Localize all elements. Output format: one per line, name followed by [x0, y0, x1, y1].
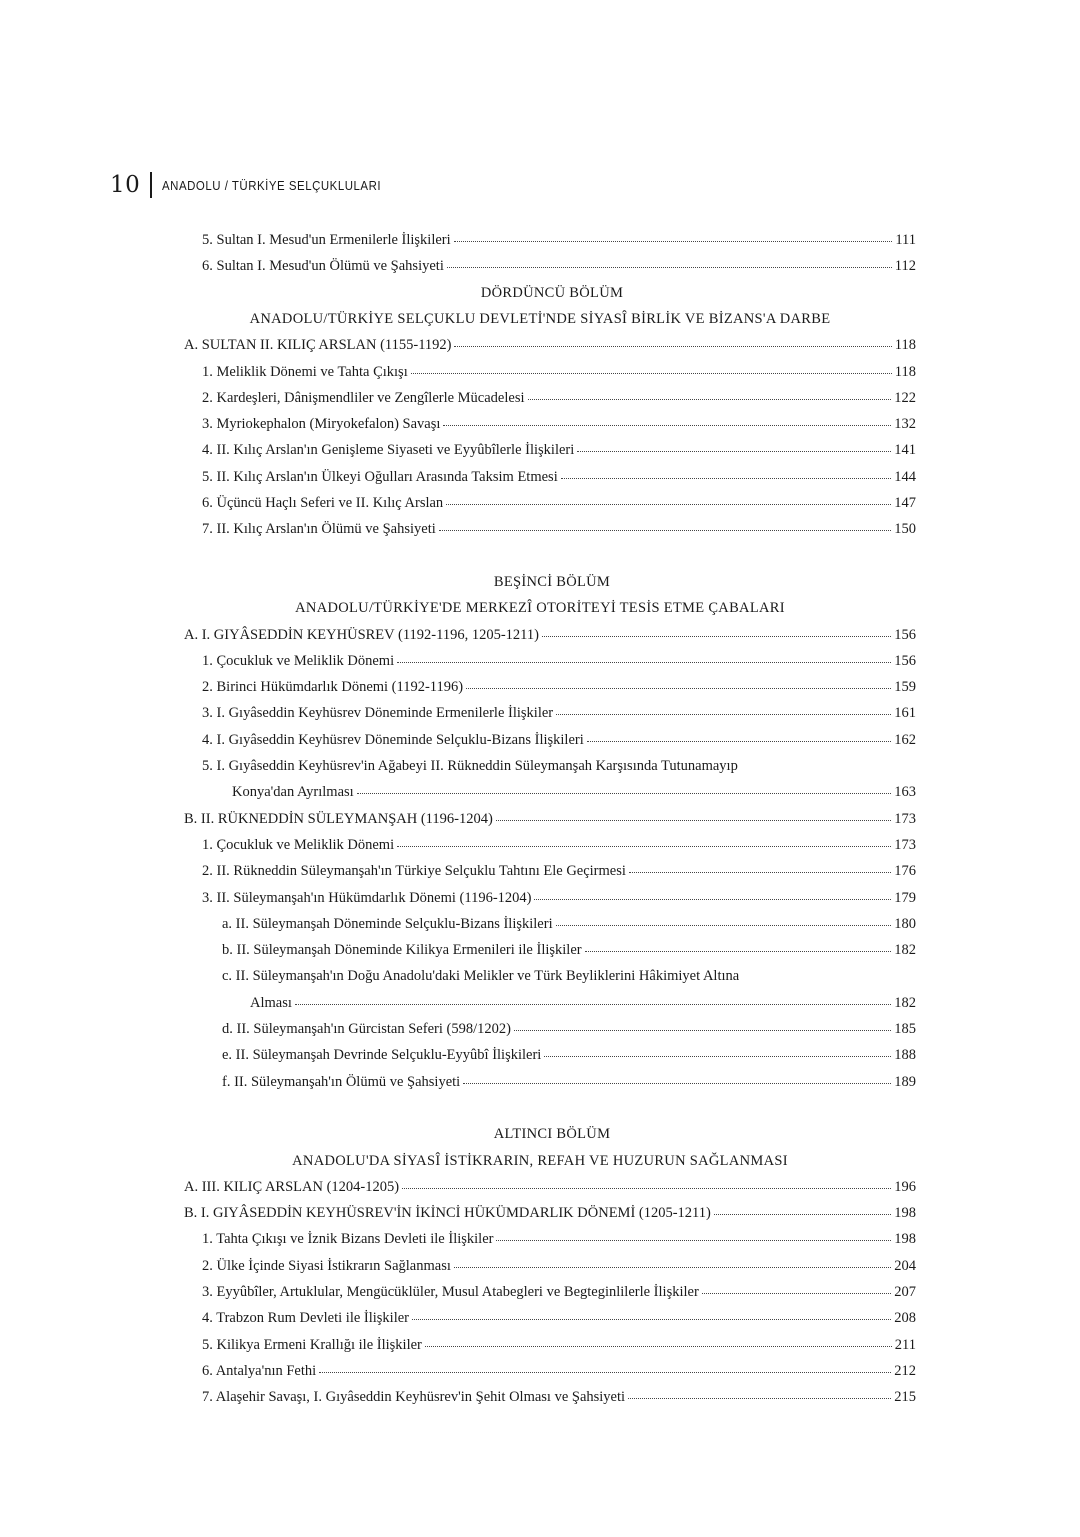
toc-entry[interactable] [184, 1205, 916, 1222]
toc-entry[interactable] [202, 653, 916, 670]
toc-entry[interactable] [222, 1021, 916, 1038]
toc-page-number: 208 [894, 1310, 916, 1327]
toc-entry[interactable] [202, 232, 916, 249]
toc-page-number: 173 [894, 836, 916, 853]
toc-entry-title: 7. Alaşehir Savaşı, I. Gıyâseddin Keyhüsrev'in Şehit Olması ve Şahsiyeti [202, 1389, 626, 1406]
dot-leader [412, 1318, 891, 1320]
toc-entry[interactable] [202, 416, 916, 433]
toc-entry-title: 6. Üçüncü Haçlı Seferi ve II. Kılıç Arslan [202, 495, 444, 511]
toc-page-number: 163 [894, 784, 916, 801]
toc-entry[interactable] [202, 890, 916, 907]
toc-entry-title: b. II. Süleymanşah Döneminde Kilikya Ermenileri ile İlişkiler [222, 942, 582, 959]
dot-leader [454, 345, 891, 347]
chapter-title: ANADOLU/TÜRKİYE'DE MERKEZÎ OTORİTEYİ TESİS ETME ÇABALARI [295, 600, 785, 617]
toc-entry[interactable] [202, 705, 916, 722]
toc-entry-title: A. III. KILIÇ ARSLAN (1204-1205) [184, 1178, 400, 1195]
dot-leader [295, 1003, 891, 1005]
toc-page-number: 118 [894, 363, 916, 380]
chapter-title: ANADOLU'DA SİYASÎ İSTİKRARIN, REFAH VE HUZURUN SAĞLANMASI [292, 1152, 788, 1169]
toc-page-number: 122 [894, 389, 916, 406]
chapter-label: DÖRDÜNCÜ BÖLÜM [480, 284, 624, 301]
toc-page-number: 111 [895, 232, 916, 248]
toc-entry[interactable] [202, 1258, 916, 1275]
toc-entry-title: A. I. GIYÂSEDDİN KEYHÜSREV (1192-1196, 1205-1211) [184, 626, 539, 643]
dot-leader [587, 740, 891, 742]
toc-page-number: 207 [894, 1284, 916, 1300]
toc-entry-title: 6. Antalya'nın Fethi [202, 1362, 317, 1379]
dot-leader [628, 1397, 891, 1399]
toc-entry-title: 2. Birinci Hükümdarlık Dönemi (1192-1196) [202, 679, 464, 696]
chapter-title: ANADOLU/TÜRKİYE SELÇUKLU DEVLETİ'NDE SİYASÎ BİRLİK VE BİZANS'A DARBE [249, 310, 831, 327]
toc-entry-title: 5. I. Gıyâseddin Keyhüsrev'in Ağabeyi II. Rükneddin Süleymanşah Karşısında Tutunamayıp [202, 758, 738, 774]
toc-entry[interactable] [202, 390, 916, 407]
dot-leader [629, 871, 891, 873]
dot-leader [446, 503, 891, 505]
dot-leader [411, 372, 892, 374]
toc-page-number: 141 [894, 442, 916, 459]
page-header [110, 172, 411, 198]
toc-page-number: 211 [894, 1336, 916, 1353]
toc-entry-title: 1. Çocukluk ve Meliklik Dönemi [202, 836, 395, 853]
toc-entry[interactable] [202, 679, 916, 696]
toc-entry-title: 3. I. Gıyâseddin Keyhüsrev Döneminde Ermenilerle İlişkiler [202, 705, 554, 722]
toc-entry[interactable] [202, 837, 916, 854]
toc-entry[interactable] [232, 784, 916, 801]
toc-entry[interactable] [222, 942, 916, 959]
page-number: 10 [110, 172, 141, 198]
toc-entry[interactable] [184, 1179, 916, 1196]
dot-leader [528, 398, 892, 400]
toc-entry[interactable] [202, 442, 916, 459]
dot-leader [514, 1029, 891, 1031]
dot-leader [702, 1292, 891, 1294]
toc-entry-title: B. II. RÜKNEDDİN SÜLEYMANŞAH (1196-1204) [184, 810, 493, 827]
toc-entry[interactable] [202, 495, 916, 512]
toc-entry-title: B. I. GIYÂSEDDİN KEYHÜSREV'İN İKİNCİ HÜKÜMDARLIK DÖNEMİ (1205-1211) [184, 1205, 711, 1222]
dot-leader [585, 950, 892, 952]
dot-leader [556, 713, 891, 715]
toc-entry-title: Konya'dan Ayrılması [232, 784, 354, 801]
toc-page-number: 147 [894, 495, 916, 511]
toc-page-number: 215 [894, 1389, 916, 1406]
toc-entry[interactable] [202, 1337, 916, 1354]
dot-leader [397, 661, 891, 663]
toc-entry-title: 2. Ülke İçinde Siyasi İstikrarın Sağlanması [202, 1257, 451, 1274]
toc-page-number: 196 [894, 1178, 916, 1195]
dot-leader [556, 924, 892, 926]
toc-page-number: 156 [894, 652, 916, 669]
toc-entry-title: 5. Sultan I. Mesud'un Ermenilerle İlişkileri [202, 232, 451, 248]
toc-page-number: 185 [894, 1021, 916, 1037]
toc-page-number: 118 [894, 337, 916, 354]
toc-entry[interactable] [202, 258, 916, 275]
toc-entry[interactable] [222, 1074, 916, 1091]
dot-leader [454, 240, 893, 242]
toc-page-number: 212 [894, 1362, 916, 1379]
toc-entry[interactable] [202, 364, 916, 381]
toc-page-number: 173 [894, 810, 916, 827]
toc-entry-title: 1. Meliklik Dönemi ve Tahta Çıkışı [202, 363, 408, 380]
toc-page-number: 176 [894, 863, 916, 880]
toc-entry[interactable] [222, 1047, 916, 1064]
toc-entry-title: 1. Çocukluk ve Meliklik Dönemi [202, 652, 395, 669]
dot-leader [542, 635, 891, 637]
toc-page-number: 180 [894, 915, 916, 932]
toc-page-number: 159 [894, 679, 916, 696]
toc-entry-title: 6. Sultan I. Mesud'un Ölümü ve Şahsiyeti [202, 258, 444, 275]
toc-entry-title: 5. Kilikya Ermeni Krallığı ile İlişkiler [202, 1336, 422, 1353]
dot-leader [454, 1266, 891, 1268]
toc-page-number: 150 [894, 521, 916, 538]
toc-page-number: 156 [894, 626, 916, 643]
toc-entry-title: 3. II. Süleymanşah'ın Hükümdarlık Dönemi (1196-1204) [202, 889, 532, 906]
toc-entry[interactable] [184, 337, 916, 354]
toc-entry-title: f. II. Süleymanşah'ın Ölümü ve Şahsiyeti [222, 1073, 461, 1090]
toc-entry[interactable] [202, 521, 916, 538]
toc-entry[interactable] [202, 469, 916, 486]
toc-page-number: 204 [894, 1257, 916, 1274]
toc-page-number: 189 [894, 1073, 916, 1090]
toc-entry-title: 4. I. Gıyâseddin Keyhüsrev Döneminde Selçuklu-Bizans İlişkileri [202, 731, 584, 748]
toc-entry-title: a. II. Süleymanşah Döneminde Selçuklu-Bizans İlişkileri [222, 915, 553, 932]
toc-entry[interactable] [250, 995, 916, 1012]
dot-leader [577, 450, 891, 452]
dot-leader [561, 477, 892, 479]
toc-page-number: 179 [894, 889, 916, 906]
toc-page-number: 144 [894, 468, 916, 485]
toc-entry[interactable] [202, 1231, 916, 1248]
dot-leader [443, 424, 891, 426]
toc-page-number: 198 [894, 1231, 916, 1248]
toc-entry[interactable] [202, 1310, 916, 1327]
toc-entry[interactable] [202, 732, 916, 749]
toc-page-number: 182 [894, 994, 916, 1011]
dot-leader [439, 529, 891, 531]
toc-entry-title: 5. II. Kılıç Arslan'ın Ülkeyi Oğulları Arasında Taksim Etmesi [202, 468, 558, 485]
toc-entry-title: Alması [250, 994, 292, 1011]
dot-leader [447, 266, 892, 268]
toc-entry-title: d. II. Süleymanşah'ın Gürcistan Seferi (598/1202) [222, 1021, 511, 1037]
toc-entry-title: 4. Trabzon Rum Devleti ile İlişkiler [202, 1310, 410, 1327]
toc-entry-title: 7. II. Kılıç Arslan'ın Ölümü ve Şahsiyeti [202, 521, 436, 538]
dot-leader [319, 1371, 891, 1373]
toc-page-number: 198 [894, 1205, 916, 1222]
toc-entry-title: 2. II. Rükneddin Süleymanşah'ın Türkiye Selçuklu Tahtını Ele Geçirmesi [202, 863, 626, 880]
dot-leader [496, 819, 891, 821]
toc-entry-title: 1. Tahta Çıkışı ve İznik Bizans Devleti ile İlişkiler [202, 1231, 494, 1248]
dot-leader [402, 1187, 891, 1189]
running-title: ANADOLU / TÜRKİYE SELÇUKLULARI [162, 177, 382, 193]
toc-page-number: 112 [894, 258, 916, 275]
toc-entry-title: 2. Kardeşleri, Dânişmendliler ve Zengîlerle Mücadelesi [202, 389, 525, 406]
toc-page-number: 182 [894, 942, 916, 959]
toc-entry[interactable] [202, 1363, 916, 1380]
toc-entry-title: 3. Myriokephalon (Miryokefalon) Savaşı [202, 416, 441, 433]
toc-entry[interactable] [184, 627, 916, 644]
toc-entry-title: A. SULTAN II. KILIÇ ARSLAN (1155-1192) [184, 337, 452, 354]
toc-page-number: 132 [894, 416, 916, 433]
toc-entry-title: 4. II. Kılıç Arslan'ın Genişleme Siyaseti ve Eyyûbîlerle İlişkileri [202, 442, 575, 459]
header-divider [150, 172, 152, 198]
dot-leader [714, 1213, 891, 1215]
toc-entry[interactable] [202, 863, 916, 880]
toc-entry[interactable] [222, 916, 916, 933]
toc-entry-title: e. II. Süleymanşah Devrinde Selçuklu-Eyyûbî İlişkileri [222, 1047, 542, 1064]
toc-entry[interactable] [202, 1284, 916, 1301]
dot-leader [466, 687, 891, 689]
dot-leader [496, 1239, 891, 1241]
toc-page-number: 188 [894, 1047, 916, 1064]
dot-leader [397, 845, 891, 847]
chapter-label: ALTINCI BÖLÜM [493, 1126, 611, 1143]
dot-leader [463, 1082, 891, 1084]
toc-entry[interactable] [184, 811, 916, 828]
toc-page-number: 162 [894, 731, 916, 748]
dot-leader [357, 792, 892, 794]
dot-leader [425, 1345, 892, 1347]
toc-entry-title: 3. Eyyûbîler, Artuklular, Mengücüklüler, Musul Atabegleri ve Begteginlilerle İlişkiler [202, 1284, 699, 1300]
toc-entry-title: c. II. Süleymanşah'ın Doğu Anadolu'daki Melikler ve Türk Beyliklerini Hâkimiyet Altına [222, 968, 740, 985]
chapter-label: BEŞİNCİ BÖLÜM [493, 573, 611, 590]
dot-leader [534, 898, 891, 900]
toc-entry[interactable] [202, 1389, 916, 1406]
toc-page-number: 161 [894, 705, 916, 722]
dot-leader [544, 1055, 891, 1057]
